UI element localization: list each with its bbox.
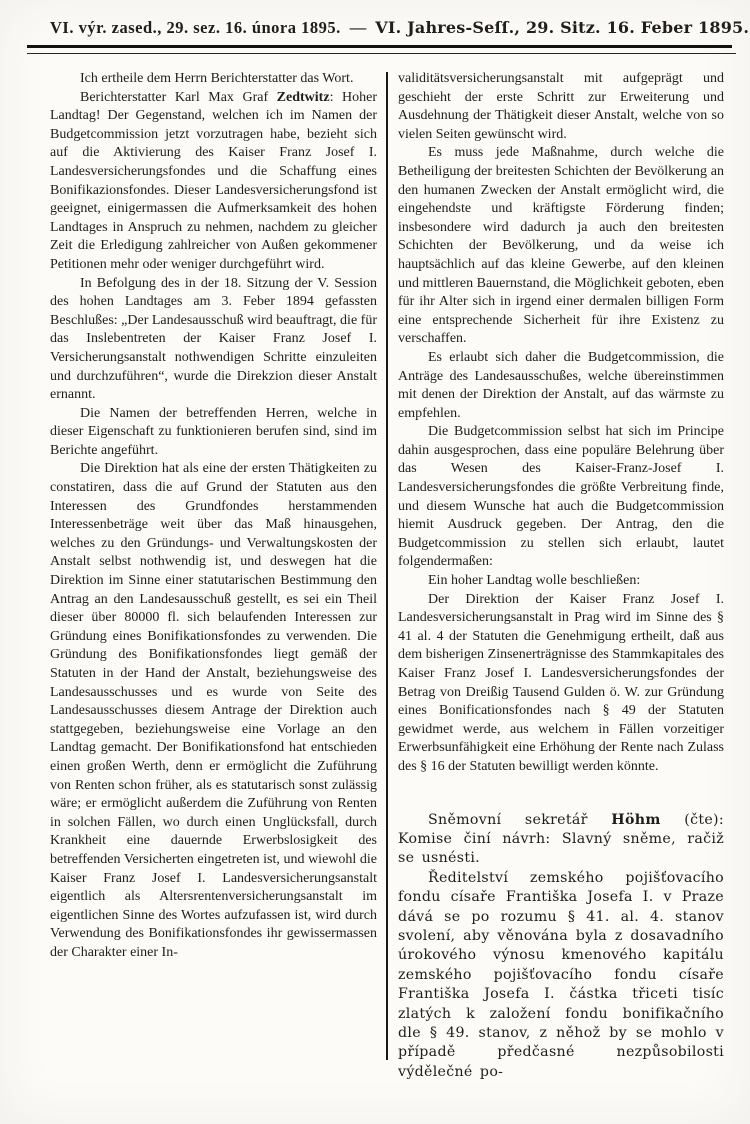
header-separator-dash: — — [349, 18, 367, 37]
para-sekretar-post: (čte): Komise činí návrh: Slavný sněme, račiž se usnésti. — [398, 811, 724, 867]
left-column — [50, 70, 377, 963]
para-die-namen: Die Namen der betreffenden Herren, welche in dieser Eigenschaft zu funktionieren berufen sind, sind im Berichte angeführt. — [50, 405, 377, 458]
para-berichterstatter-pre: Berichterstatter Karl Max Graf — [80, 89, 277, 105]
para-sekretar-pre: Sněmovní sekretář — [428, 811, 612, 828]
para-snemovni-sekretar-hoehm — [398, 811, 724, 869]
para-reditelstvi-czech: Ředitelství zemského pojišťovacího fondu císaře Františka Josefa I. v Praze dává se po rozumu § 41. al. 4. stanov svolení, aby věnována byla z dosavadního úrokového výnosu kmenového kapitálu zemského pojišťovacího fondu císaře Františka Josefa I. částka třiceti tisíc zlatých k založení fondu bonifikačního dle § 49. stanov, z něhož by se mohlo v případě předčasné nezpůsobilosti výdělečné po- — [398, 869, 724, 1080]
page-header — [0, 0, 750, 38]
para-der-direktion-antrag: Der Direktion der Kaiser Franz Josef I. Landesversicherungsanstalt in Prag wird im Sinne des § 41 al. 4 der Statuten die Genehmigung ertheilt, daß aus dem bisherigen Zinsenerträgnisse des Stammkapitales des Kaiser Franz Josef I. Landesversicherungsfondes der Betrag von Dreißig Tausend Gulden ö. W. zur Gründung eines Bonificationsfondes nach § 49 der Statuten gewidmet werde, aus welchem in Fällen vorzeitiger Erwerbsunfähigkeit eine Erhöhung der Rente nach Zulass des § 16 der Statuten bewilligt werden könnte. — [398, 591, 724, 774]
speaker-name-hoehm: Höhm — [611, 811, 661, 828]
para-es-muss-massnahme: Es muss jede Maßnahme, durch welche die Betheiligung der breitesten Schichten der Bevölkerung an den humanen Zwecken der Anstalt ermöglicht wird, die eingehendste und kräftigste Förderung finden; insbesondere wird dadurch ja auch den breitesten Schichten der Bevölkerung, und da weise ich hauptsächlich auf das kleine Gewerbe, auf den kleinen und mittleren Bauernstand, die Möglichkeit geboten, eben für ihr Alter sich in irgend einer dermalen billigen Form eine entsprechende Sicherheit für ihre Existenz zu verschaffen. — [398, 145, 724, 347]
header-session-german: VI. Jahres-Seſſ., 29. Sitz. 16. Feber 1895. — [375, 18, 750, 37]
right-column — [398, 70, 724, 1082]
para-continuation-validitaets: validitätsversicherungsanstalt mit aufgeprägt und geschieht der erste Schritt zur Erweiterung und Ausdehnung der Thätigkeit dieser Anstalt, welche von so vielen Seiten gewünscht wird. — [398, 71, 724, 142]
para-die-direktion: Die Direktion hat als eine der ersten Thätigkeiten zu constatiren, dass die auf Grund der Statuten aus den Interessen des Grundfondes herstammenden Interessenbeträge weit über das Maß hinausgehen, welches zu den Gründungs- und Verwaltungskosten der Anstalt selbst nothwendig ist, und deswegen hat die Direktion im Sinne einer statutarischen Bestimmung den Antrag an den Landesausschuß gestellt, es sei ein Theil dieser über 80000 fl. sich belaufenden Interessen zur Gründung eines Bonifikationsfondes zu verwenden. Die Gründung des Bonifikationsfondes liegt gemäß der Statuten in der Hand der Anstalt, beziehungsweise des Landesausschusses und es wurde von Seite des Landesausschusses diesem Antrage der Direktion auch stattgegeben, beziehungsweise eine Vorlage an den Landtag gemacht. Der Bonifikationsfond hat entschieden einen großen Werth, denn er ermöglicht die Zuführung von Renten schon früher, als es statutarisch sonst zulässig wäre; er ermöglicht außerdem die Zuführung von Renten in solchen Fällen, wo durch einen Unglücksfall, durch Krankheit eine dauernde Erwerbslosigkeit des betreffenden Versicherten eingetreten ist, und wiewohl die Kaiser Franz Josef I. Landesversicherungsanstalt eigentlich als Altersrentenversicherungsanstalt im eigentlichen Sinne des Wortes aufzufassen ist, wird durch Verwendung des Bonifikationsfondes ihr gewissermassen der Charakter einer In- — [50, 461, 377, 960]
para-budgetcommission-principe: Die Budgetcommission selbst hat sich im Principe dahin ausgesprochen, dass eine populäre Belehrung über das Wesen des Kaiser-Franz-Josef I. Landesversicherungsfondes die größte Verbreitung finde, und diesem Wunsche hat auch die Budgetcommission hiemit Ausdruck gegeben. Der Antrag, den die Budgetcommission zu stellen sich erlaubt, lautet folgendermaßen: — [398, 424, 724, 570]
header-rule-thick — [27, 45, 732, 48]
column-divider-rule — [386, 72, 388, 1060]
para-berichterstatter-post: : Hoher Landtag! Der Gegenstand, welchen ich im Namen der Budgetcommission jetzt vorzutragen habe, bezieht sich auf die Aktivierung des Kaiser Franz Josef I. Landesversicherungsfondes und die Schaffung eines Bonifikazionsfondes. Dieser Landesversicherungsfond ist geeignet, einigermassen die Aufmerksamkeit des hohen Landtages in Anspruch zu nehmen, nachdem zu gleicher Zeit die Erledigung zahlreicher von Außen gekommener Petitionen mehr oder weniger durchgeführt wird. — [50, 89, 377, 272]
para-berichterstatter-zedtwitz — [50, 89, 377, 275]
para-es-erlaubt-budgetcommission: Es erlaubt sich daher die Budgetcommission, die Anträge des Landesausschußes, welche übereinstimmen mit denen der Direktion der Anstalt, auf das wärmste zu empfehlen. — [398, 349, 724, 421]
para-ich-ertheile: Ich ertheile dem Herrn Berichterstatter das Wort. — [80, 71, 354, 86]
two-column-text-block — [0, 54, 750, 1082]
para-ein-hoher-landtag: Ein hoher Landtag wolle beschließen: — [428, 573, 641, 589]
para-in-befolgung: In Befolgung des in der 18. Sitzung der V. Session des hohen Landtages am 3. Feber 1894 gefassten Beschlußes: „Der Landesausschuß wird beauftragt, die für das Inslebentreten der Kaiser Franz Josef I. Versicherungsanstalt nothwendigen Schritte einzuleiten und durchzuführen“, wurde die Direkzion dieser Anstalt ernannt. — [50, 275, 377, 403]
speaker-name-zedtwitz: Zedtwitz — [276, 89, 330, 105]
header-session-czech: VI. výr. zased., 29. sez. 16. února 1895. — [50, 18, 341, 37]
